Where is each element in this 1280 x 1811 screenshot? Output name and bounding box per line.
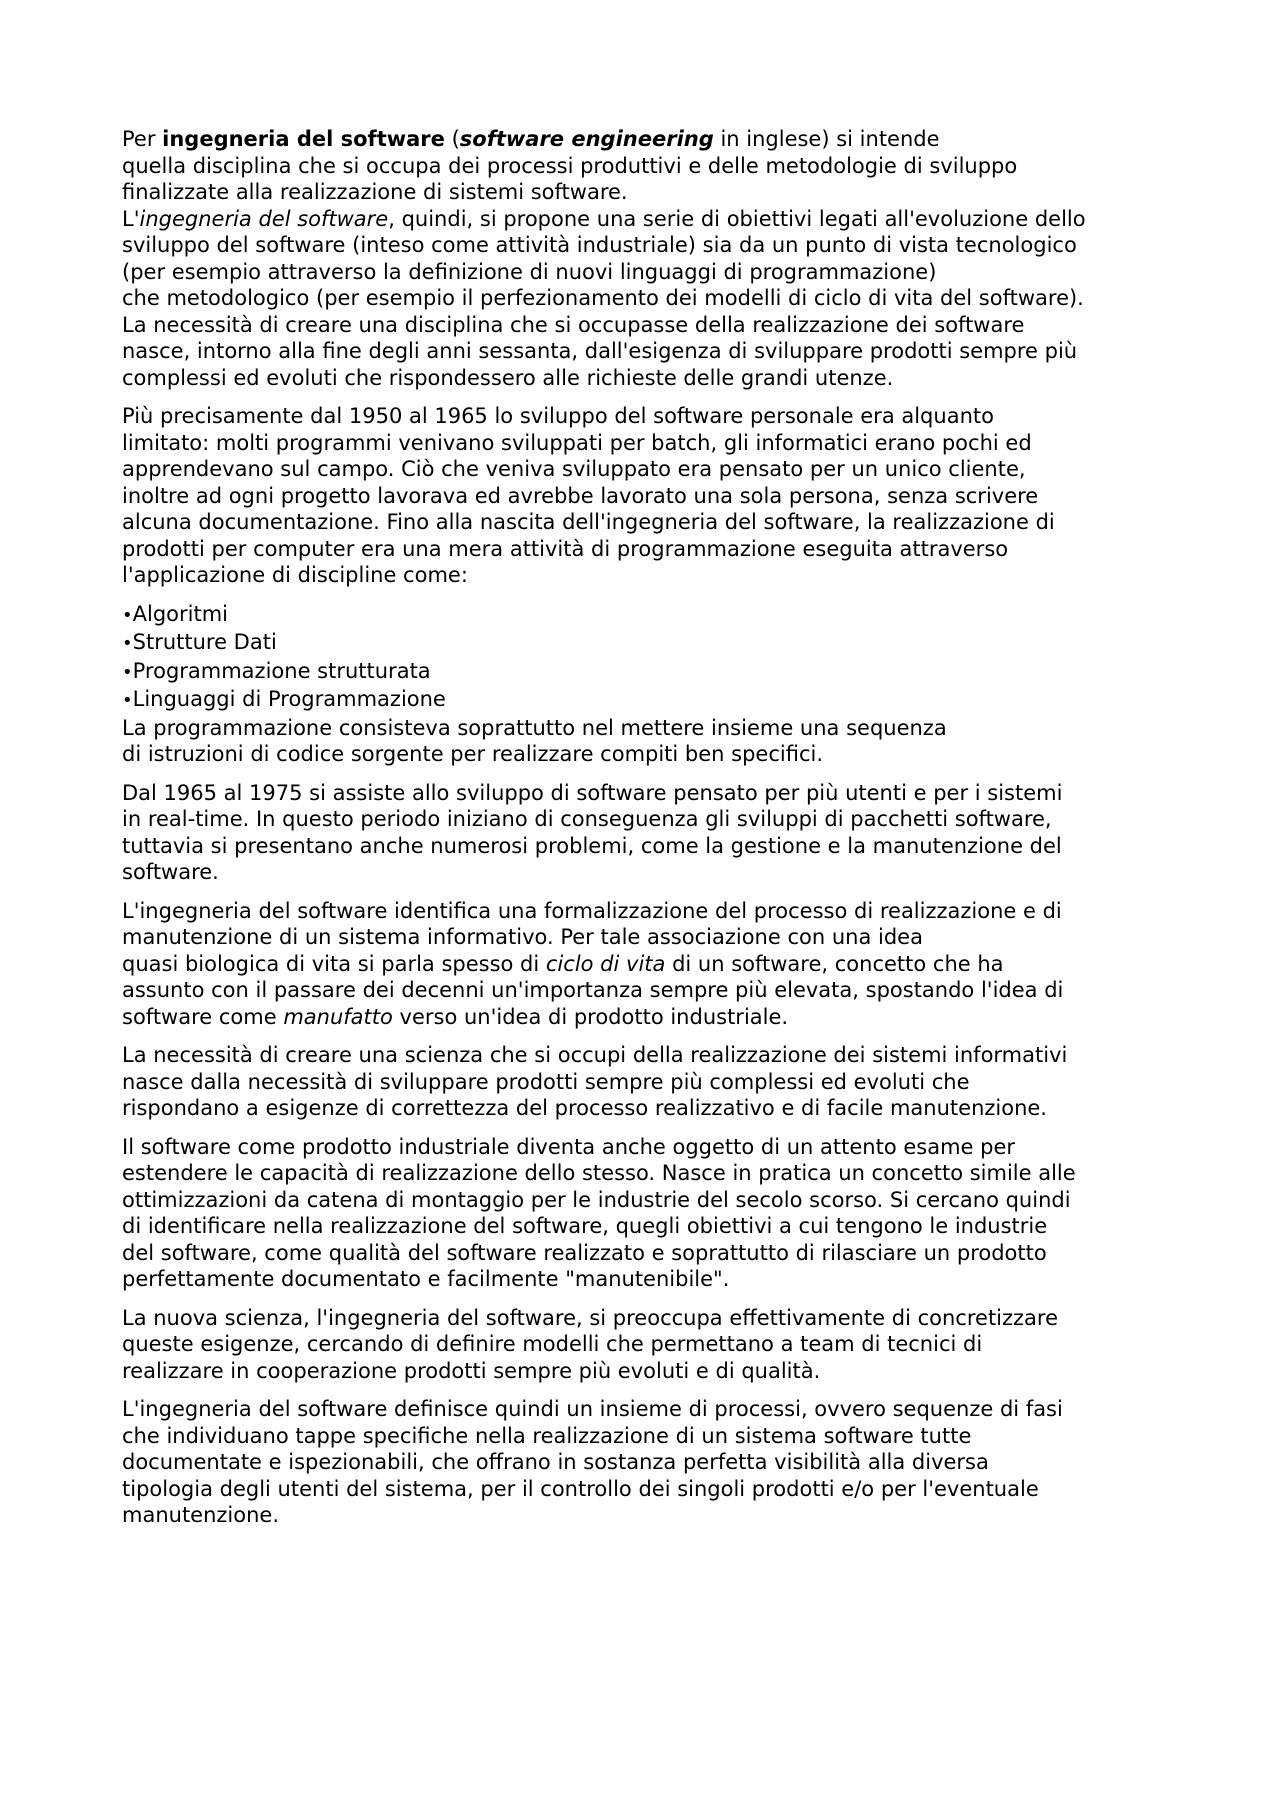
text-line: (per esempio attraverso la definizione di nuovi linguaggi di programmazione): [122, 259, 937, 284]
text-line: in real-time. In questo periodo iniziano di conseguenza gli sviluppi di pacchetti software,: [122, 807, 1052, 831]
text-line: rispondano a esigenze di correttezza del processo realizzativo e di facile manutenzione.: [122, 1096, 1047, 1120]
text-line: che individuano tappe specifiche nella realizzazione di un sistema software tutte: [122, 1423, 972, 1448]
paragraph-science-need: [122, 1042, 1182, 1122]
text-line: ottimizzazioni da catena di montaggio per le industrie del secolo scorso. Si cercano quindi: [122, 1187, 1071, 1212]
text-line: La necessità di creare una disciplina che si occupasse della realizzazione dei software: [122, 312, 1025, 337]
text-line: di istruzioni di codice sorgente per realizzare compiti ben specifici.: [122, 742, 824, 766]
text-line: Per ingegneria del software (software engineering in inglese) si intende: [122, 127, 940, 151]
text-line: alcuna documentazione. Fino alla nascita dell'ingegneria del software, la realizzazione di: [122, 510, 1055, 534]
text-line: tipologia degli utenti del sistema, per il controllo dei singoli prodotti e/o per l'eventuale: [122, 1476, 1039, 1501]
text-line: L'ingegneria del software definisce quindi un insieme di processi, ovvero sequenze di fasi: [122, 1397, 1063, 1421]
text-line: che metodologico (per esempio il perfezionamento dei modelli di ciclo di vita del software).: [122, 286, 1084, 310]
paragraph-new-science: [122, 1305, 1182, 1385]
text-line: complessi ed evoluti che rispondessero alle richieste delle grandi utenze.: [122, 365, 894, 390]
text-line: finalizzate alla realizzazione di sistemi software.: [122, 180, 628, 204]
italic-term: ingegneria del software: [139, 206, 389, 231]
text-line: La necessità di creare una scienza che si occupi della realizzazione dei sistemi informativi: [122, 1043, 1068, 1067]
text-line: documentate e ispezionabili, che offrano in sostanza perfetta visibilità alla diversa: [122, 1450, 989, 1474]
paragraph-intro: [122, 126, 1182, 391]
text-line: queste esigenze, cercando di definire modelli che permettano a team di tecnici di: [122, 1332, 983, 1356]
text-line: tuttavia si presentano anche numerosi problemi, come la gestione e la manutenzione del: [122, 833, 1062, 858]
text-line: La nuova scienza, l'ingegneria del software, si preoccupa effettivamente di concretizzare: [122, 1305, 1059, 1330]
text-line: Il software come prodotto industriale diventa anche oggetto di un attento esame per: [122, 1134, 1016, 1159]
text-line: realizzare in cooperazione prodotti sempre più evoluti e di qualità.: [122, 1358, 821, 1383]
list-item: •Linguaggi di Programmazione: [122, 686, 1182, 715]
paragraph-lifecycle: [122, 898, 1182, 1031]
text-line: L'ingegneria del software identifica una formalizzazione del processo di realizzazione e di: [122, 898, 1062, 923]
bullet-icon: •: [122, 633, 133, 654]
document-page: [122, 126, 1182, 1541]
bold-term: ingegneria del software: [162, 127, 445, 151]
paragraph-industrial-product: [122, 1134, 1182, 1293]
text-line: apprendevano sul campo. Ciò che veniva sviluppato era pensato per un unico cliente,: [122, 457, 1026, 481]
text-line: manutenzione.: [122, 1503, 280, 1527]
text-line: assunto con il passare dei decenni un'importanza sempre più elevata, spostando l'idea di: [122, 978, 1064, 1002]
text-line: nasce, intorno alla fine degli anni sessanta, dall'esigenza di sviluppare prodotti sempre più: [122, 339, 1078, 363]
text-line: software come manufatto verso un'idea di prodotto industriale.: [122, 1004, 789, 1029]
paragraph-processes: [122, 1396, 1182, 1529]
text-line: L'ingegneria del software, quindi, si propone una serie di obiettivi legati all'evoluzione dello: [122, 206, 1086, 231]
text-line: di identificare nella realizzazione del software, quegli obiettivi a cui tengono le industrie: [122, 1214, 1048, 1238]
disciplines-list: [122, 601, 1182, 715]
text-line: inoltre ad ogni progetto lavorava ed avrebbe lavorato una sola persona, senza scrivere: [122, 483, 1039, 508]
text-line: software.: [122, 860, 219, 884]
text-line: prodotti per computer era una mera attività di programmazione eseguita attraverso: [122, 536, 1009, 561]
text-line: Più precisamente dal 1950 al 1965 lo sviluppo del software personale era alquanto: [122, 404, 994, 428]
text-line: quella disciplina che si occupa dei processi produttivi e delle metodologie di sviluppo: [122, 153, 1018, 178]
text-line: estendere le capacità di realizzazione dello stesso. Nasce in pratica un concetto simile alle: [122, 1161, 1076, 1185]
text-line: manutenzione di un sistema informativo. Per tale associazione con una idea: [122, 925, 923, 949]
text-line: perfettamente documentato e facilmente "manutenibile".: [122, 1267, 730, 1291]
text-line: limitato: molti programmi venivano sviluppati per batch, gli informatici erano pochi ed: [122, 430, 1032, 455]
paragraph-history-1950: [122, 403, 1182, 589]
text-line: del software, come qualità del software realizzato e soprattutto di rilasciare un prodotto: [122, 1240, 1047, 1265]
text-line: nasce dalla necessità di sviluppare prodotti sempre più complessi ed evoluti che: [122, 1069, 970, 1094]
text-line: La programmazione consisteva soprattutto nel mettere insieme una sequenza: [122, 715, 947, 740]
bullet-icon: •: [122, 690, 133, 711]
text-line: sviluppo del software (inteso come attività industriale) sia da un punto di vista tecnologico: [122, 233, 1077, 257]
italic-term: ciclo di vita: [545, 951, 666, 976]
list-item: •Programmazione strutturata: [122, 658, 1182, 687]
bullet-icon: •: [122, 661, 133, 683]
text-line: quasi biologica di vita si parla spesso di ciclo di vita di un software, concetto che ha: [122, 951, 1004, 976]
list-item: •Algoritmi: [122, 601, 1182, 630]
italic-term: manufatto: [283, 1004, 393, 1029]
text-line: l'applicazione di discipline come:: [122, 563, 468, 587]
paragraph-programming: [122, 715, 1182, 768]
list-item: •Strutture Dati: [122, 629, 1182, 658]
paragraph-history-1965: [122, 780, 1182, 886]
bullet-icon: •: [122, 604, 133, 626]
text-line: Dal 1965 al 1975 si assiste allo sviluppo di software pensato per più utenti e per i sistemi: [122, 780, 1063, 805]
bold-italic-term: software engineering: [459, 127, 714, 151]
